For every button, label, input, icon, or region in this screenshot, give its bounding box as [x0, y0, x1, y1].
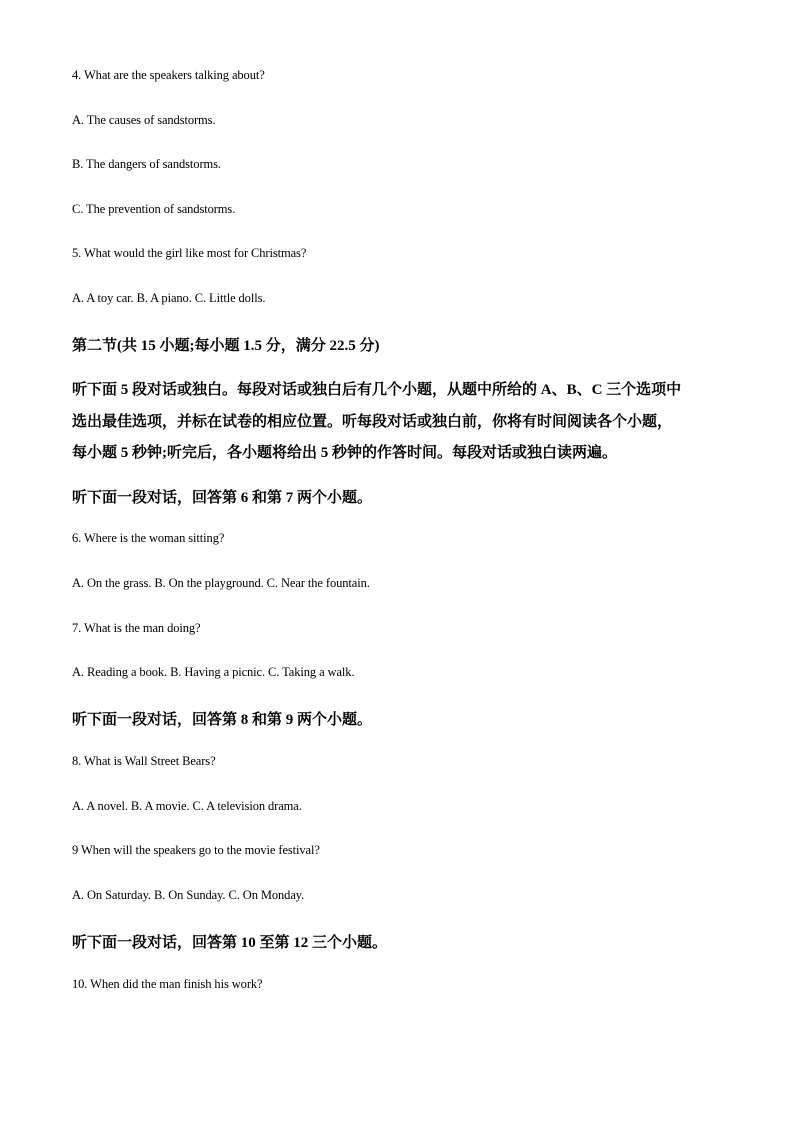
instructions-line-3: 每小题 5 秒钟;听完后，各小题将给出 5 秒钟的作答时间。每段对话或独白读两遍。: [72, 445, 617, 461]
question-4-option-b: B. The dangers of sandstorms.: [72, 157, 221, 171]
question-4: 4. What are the speakers talking about?: [72, 68, 265, 82]
question-4-option-c: C. The prevention of sandstorms.: [72, 202, 236, 216]
instructions-line-1: 听下面 5 段对话或独白。每段对话或独白后有几个小题，从题中所给的 A、B、C 三个选项中: [72, 382, 682, 398]
question-6: 6. Where is the woman sitting?: [72, 531, 225, 545]
dialogue-heading-6-7: 听下面一段对话，回答第 6 和第 7 两个小题。: [72, 490, 373, 506]
question-8-options: A. A novel. B. A movie. C. A television drama.: [72, 799, 302, 813]
dialogue-heading-10-12: 听下面一段对话，回答第 10 至第 12 三个小题。: [72, 935, 388, 951]
question-9-options: A. On Saturday. B. On Sunday. C. On Monday.: [72, 888, 305, 902]
question-5-options: A. A toy car. B. A piano. C. Little dolls.: [72, 291, 266, 305]
question-7: 7. What is the man doing?: [72, 621, 201, 635]
question-7-options: A. Reading a book. B. Having a picnic. C. Taking a walk.: [72, 665, 355, 679]
question-6-options: A. On the grass. B. On the playground. C. Near the fountain.: [72, 576, 370, 590]
question-5: 5. What would the girl like most for Christmas?: [72, 246, 307, 260]
instructions-line-2: 选出最佳选项，并标在试卷的相应位置。听每段对话或独白前，你将有时间阅读各个小题，: [72, 414, 673, 430]
question-4-option-a: A. The causes of sandstorms.: [72, 113, 216, 127]
question-8: 8. What is Wall Street Bears?: [72, 754, 216, 768]
question-10: 10. When did the man finish his work?: [72, 977, 263, 991]
question-9: 9 When will the speakers go to the movie festival?: [72, 843, 320, 857]
section-heading: 第二节(共 15 小题;每小题 1.5 分，满分 22.5 分): [72, 338, 380, 354]
dialogue-heading-8-9: 听下面一段对话，回答第 8 和第 9 两个小题。: [72, 712, 373, 728]
